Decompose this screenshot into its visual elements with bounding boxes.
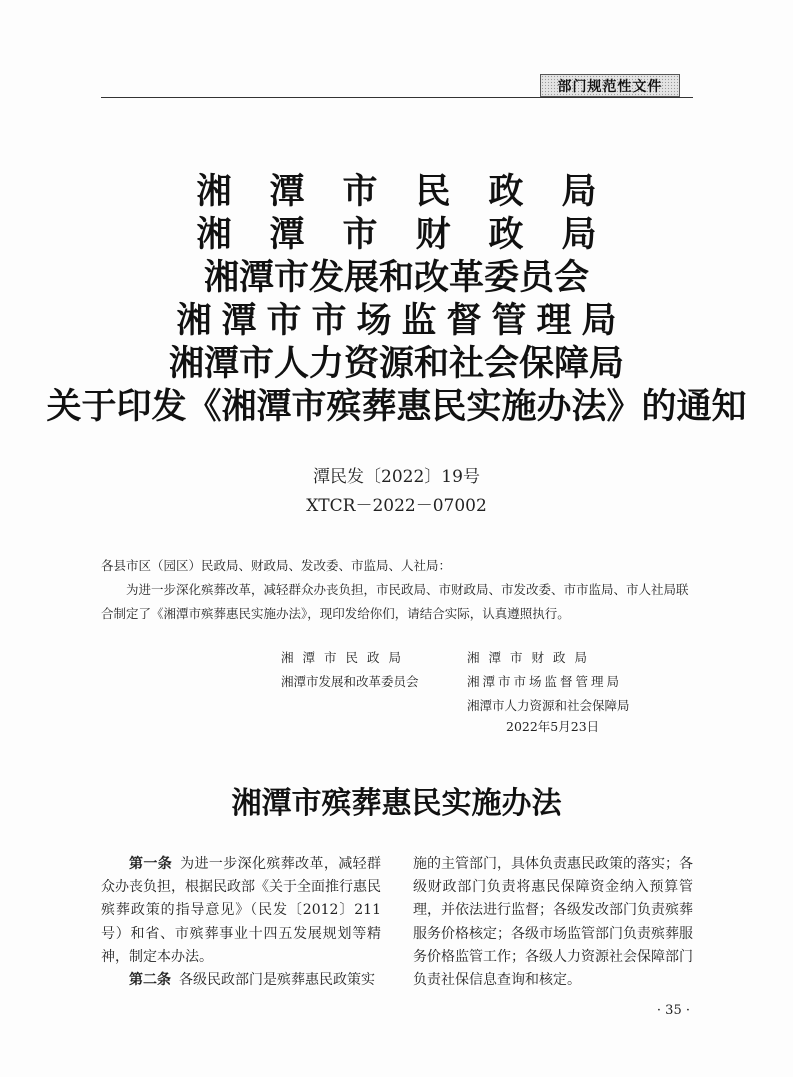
- signature-civil-affairs: 湘潭市民政局: [281, 650, 411, 665]
- issuer-market-regulation: 湘潭市市场监督管理局: [176, 300, 627, 341]
- article-2-label: 第二条: [129, 972, 171, 989]
- signature-finance: 湘潭市财政局: [467, 650, 597, 665]
- signature-date: 2022年5月23日: [506, 719, 600, 734]
- article-1-text: 为进一步深化殡葬改革，减轻群众办丧负担，根据民政部《关于全面推行惠民殡葬政策的指导意见》（民发〔2012〕211号）和省、市殡葬事业十四五发展规划等精神，制定本办法。: [101, 856, 381, 965]
- signature-development-reform: 湘潭市发展和改革委员会: [281, 674, 419, 689]
- article-1: [101, 853, 381, 969]
- text-column-right: [413, 853, 693, 992]
- issuer-finance: 湘潭市财政局: [196, 214, 635, 255]
- article-2-text-start: 各级民政部门是殡葬惠民政策实: [179, 972, 375, 989]
- document-category-badge: 部门规范性文件: [540, 74, 680, 97]
- article-1-label: 第一条: [129, 856, 173, 872]
- notice-title: 关于印发《湘潭市殡葬惠民实施办法》的通知: [46, 386, 747, 427]
- signature-human-resources: 湘潭市人力资源和社会保障局: [467, 698, 630, 713]
- issuer-human-resources: 湘潭市人力资源和社会保障局: [168, 343, 624, 384]
- issuer-civil-affairs: 湘潭市民政局: [196, 171, 635, 212]
- addressee: 各县市区（园区）民政局、财政局、发改委、市监局、人社局：: [101, 558, 452, 573]
- article-2-start: [101, 969, 381, 992]
- notice-body: 为进一步深化殡葬改革，减轻群众办丧负担，市民政局、市财政局、市发改委、市市监局、市人社局联合制定了《湘潭市殡葬惠民实施办法》，现印发给你们，请结合实际，认真遵照执行。: [101, 582, 689, 621]
- issuer-development-reform: 湘潭市发展和改革委员会: [203, 257, 589, 298]
- text-column-left: [101, 853, 381, 992]
- document-number: 潭民发〔2022〕19号: [313, 467, 480, 487]
- signature-market-regulation: 湘潭市市场监督管理局: [467, 674, 623, 689]
- issuing-authorities: [0, 170, 793, 428]
- page-number: · 35 ·: [656, 1003, 690, 1018]
- measure-title: 湘潭市殡葬惠民实施办法: [231, 786, 562, 821]
- document-code: XTCR－2022－07002: [306, 496, 487, 516]
- article-2-continued: 施的主管部门，具体负责惠民政策的落实；各级财政部门负责将惠民保障资金纳入预算管理，并依法进行监督；各级发改部门负责殡葬服务价格核定；各级市场监管部门负责殡葬服务价格监管工作；各级人力资源社会保障部门负责社保信息查询和核定。: [413, 856, 693, 989]
- header-rule: [101, 97, 693, 98]
